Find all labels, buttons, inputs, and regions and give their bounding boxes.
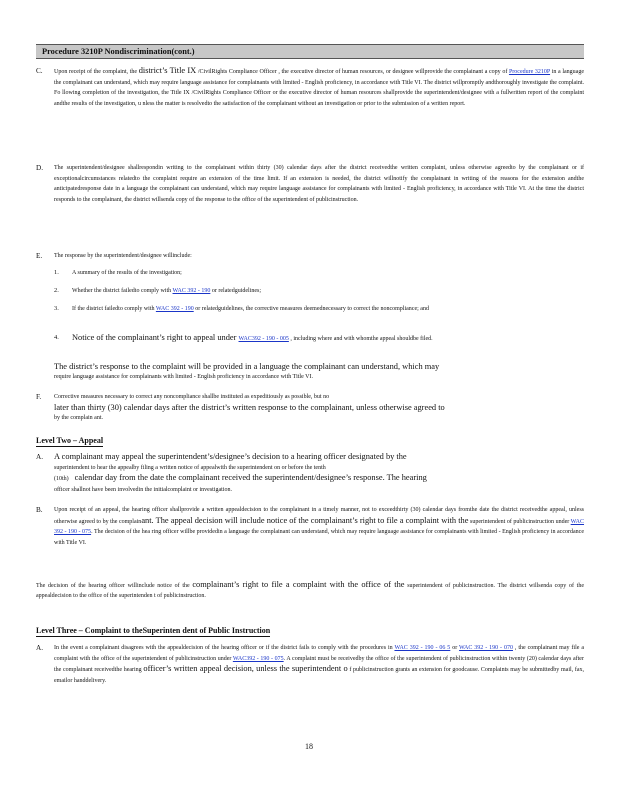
section-f-body: Corrective measures necessary to correct any noncompliance shallbe instituted as expeditiously as possible, but no later than thirty (30) calendar days after the district’s written response to the complainant, unless otherwise agreed to by the complain ant. [54, 394, 445, 422]
level-two-b: B. Upon receipt of an appeal, the hearing officer shallprovide a written appealdecision to the complainant in a timely manner, not to exceedthirty (30) calendar days fromthe date the district receivedthe appeal, unless otherwise agreed to by the complainant. The appeal decision will include notice of the complainant’s right to file a complaint with the superintendent of publicinstruction under WAC 392 - 190 - 075. The decision of the hea ring officer willbe providedin a language the complainant can understand, which may require language assistance for complainants with limited - English proficiency in accordance with Title VI. [36, 506, 585, 546]
level-three-heading: Level Three – Complaint to theSuperinten dent of Public Instruction [36, 626, 271, 635]
level-two-closing: The decision of the hearing officer willinclude notice of the complainant’s right to file a complaint with the office of the superintendent of publicinstruction. The district willsenda copy of the appealdecision to the office of the superintenden t of publicinstruction. [36, 580, 585, 600]
level-three-a: A. In the event a complainant disagrees with the appealdecision of the hearing officer or if the district fails to comply with the procedures in WAC 392 - 190 - 06 5 or WAC 392 - 190 - 070 , the complainant may file a complaint with the office of the superintendent of publicinstruction under WAC392 - 190 - 075. A complaint must be receivedby the office of the superintendent of publicinstruction within twenty (20) calendar days after the complainant receivedthe hearing officer’s written appeal decision, unless the superintendent o f publicinstruction grants an extension for goodcause. Complaints may be submittedby mail, fax, emailor handdelivery. [36, 644, 584, 684]
page-number: 18 [305, 742, 313, 751]
procedure-header-bar [36, 44, 584, 59]
wac-392-190-070-link[interactable]: WAC 392 - 190 - 070 [459, 645, 513, 651]
section-d-body: The superintendent/designee shallrespondin writing to the complainant within thirty (30) calendar days after the district receivedthe written complaint, unless otherwise agreedto by the complainant or if exceptionalcircumstances relatedto the complaint require an extension of the time limit. If an extension is needed, the district willnotify the complainant in writing of the reasons for the extension andthe anticipatedresponse date in a language the complainant can understand, which may require language assistance for complainants with limited - English proficiency, in accordance with Title VI. At the time the district responds to the complainant, the district willsenda copy of the response to the office of the superintendent of publicinstruction. [54, 165, 584, 203]
procedure-header-title: Procedure 3210P Nondiscrimination(cont.) [42, 47, 195, 56]
section-e-body: The response by the superintendent/designee willinclude: [54, 253, 192, 259]
section-d-letter: D. [36, 164, 43, 172]
section-e [36, 251, 584, 263]
section-f [36, 392, 584, 426]
section-c-body: Upon receipt of the complaint, the district’s Title IX /CivilRights Compliance Officer , the executive director of human resources, or designee willprovide the complainant a copy of Procedure 3210P in a language the complainant can understand, which may require language assistance for complainants with limited - English proficiency, in accordance with Title VI. The district willpromptly andthoroughly investigate the complaint. Fo llowing completion of the investigation, the Title IX /CivilRights Compliance Officer or the executive director of human resources shallprovide the superintendent/designee with a fullwritten report of the complaint andthe results of the investigation, u nless the matter is resolvedto the satisfaction of the complainant without an investigation or prior to the submission of a written report. [54, 66, 584, 107]
section-e-letter: E. [36, 252, 43, 260]
wac-392-190-065-link[interactable]: WAC 392 - 190 - 06 5 [394, 645, 451, 651]
section-d [36, 163, 584, 249]
wac-392-190-link[interactable]: WAC 392 - 190 [172, 288, 211, 294]
document-page: Procedure 3210P Nondiscrimination(cont.) C. Upon receipt of the complaint, the district’s Title IX /CivilRights Compliance Officer , the executive director of human resources, or designee willprovide the complainant a copy of Procedure 3210P in a language the complainant can understand, which may require language assistance for complainants with limited - English proficiency, in accordance with Title VI. The district willpromptly andthoroughly investigate the complaint. Fo llowing completion of the investigation, the Title IX /CivilRights Compliance Officer or the executive director of human resources shallprovide the superintendent/designee with a fullwritten report of the complaint andthe results of the investigation, u nless the matter is resolvedto the satisfaction of the complainant without an investigation or prior to the submission of a written report. D. The superintendent/designee shallrespondin writing to the complainant within thirty (30) calendar days after the district receivedthe written complaint, unless otherwise agreedto by the complainant or if exceptionalcircumstances relatedto the complaint require an extension of the time limit. If an extension is needed, the district willnotify the complainant in writing of the reasons for the extension andthe anticipatedresponse date in a language the complainant can understand, which may require language assistance for complainants with limited - English proficiency, in accordance with Title VI. At the time the district responds to the complainant, the district willsenda copy of the response to the office of the superintendent of publicinstruction. E. The response by the superintendent/designee willinclude: 1. A summary of the results of the investigation; 2. Whether the district failedto comply with WAC 392 - 190 or relatedguidelines; 3. If the district failedto comply with WAC 392 - 190 or relatedguidelines, the corrective measures deemednecessary to correct the noncompliance; and 4. Notice of the complainant’s right to appeal under WAC392 - 190 - 005 , including where and with whomthe appeal shouldbe filed. The district’s response to the complaint will be provided in a language the complainant can understand, which may require language assistance for complainants with limited - English proficiency in accordance with Title VI. F. Corrective measures necessary to correct any noncompliance shallbe instituted as expeditiously as possible, but no later than thirty (30) calendar days after the district’s written response to the complainant, unless otherwise agreed to by the complain ant. Level Two – Appeal A. A complainant may appeal the superintendent’s/designee’s decision to a hearing officer designated by the superintendent to hear the appealby filing a written notice of appealwith the superintendent on or before the tenth (10th) calendar day from the date the complainant received the superintendent/designee’s response. The hearing officer shallnot have been involvedin the initialcomplaint or investigation. B. Upon receipt of an appeal, the hearing officer shallprovide a written appealdecision to the complainant in a timely manner, not to exceedthirty (30) calendar days fromthe date the district receivedthe appeal, unless otherwise agreed to by the complainant. The appeal decision will include notice of the complainant’s right to file a complaint with the superintendent of publicinstruction under WAC 392 - 190 - 075. The decision of the hea ring officer willbe providedin a language the complainant can understand, which may require language assistance for complainants with limited - English proficiency in accordance with Title VI. The decision of the hearing officer willinclude notice of the complainant’s right to file a complaint with the office of the superintendent of publicinstruction. The district willsenda copy of the appealdecision to the office of the superintenden t of publicinstruction. Level Three – Complaint to theSuperinten dent of Public Instruction A. In the event a complainant disagrees with the appealdecision of the hearing officer or if the district fails to comply with the procedures in WAC 392 - 190 - 06 5 or WAC 392 - 190 - 070 , the complainant may file a complaint with the office of the superintendent of publicinstruction under WAC392 - 190 - 075. A complaint must be receivedby the office of the superintendent of publicinstruction within twenty (20) calendar days after the complainant receivedthe hearing officer’s written appeal decision, unless the superintendent o f publicinstruction grants an extension for goodcause. Complaints may be submittedby mail, fax, emailor handdelivery. 18 [0, 0, 618, 800]
procedure-3210p-link[interactable]: Procedure 3210P [508, 69, 551, 75]
level-two-a: A. A complainant may appeal the superintendent’s/designee’s decision to a hearing officer designated by the superintendent to hear the appealby filing a written notice of appealwith the superintendent on or before the tenth (10th) calendar day from the date the complainant received the superintendent/designee’s response. The hearing officer shallnot have been involvedin the initialcomplaint or investigation. [36, 452, 427, 493]
section-c-letter: C. [36, 67, 43, 75]
level-two-heading: Level Two – Appeal [36, 436, 104, 445]
wac-392-190-link[interactable]: WAC 392 - 190 [155, 306, 194, 312]
wac-392-190-075-link[interactable]: WAC 392 - 190 - 075 [54, 518, 585, 536]
wac-392-190-075-link[interactable]: WAC392 - 190 - 075 [232, 655, 284, 662]
section-f-letter: F. [36, 393, 42, 401]
section-e-closing: The district’s response to the complaint will be provided in a language the complainant can understand, which may require language assistance for complainants with limited - English proficiency in accordance with Title VI. [54, 362, 440, 381]
wac-392-190-005-link[interactable]: WAC392 - 190 - 005 [238, 336, 289, 342]
section-c [36, 66, 584, 158]
